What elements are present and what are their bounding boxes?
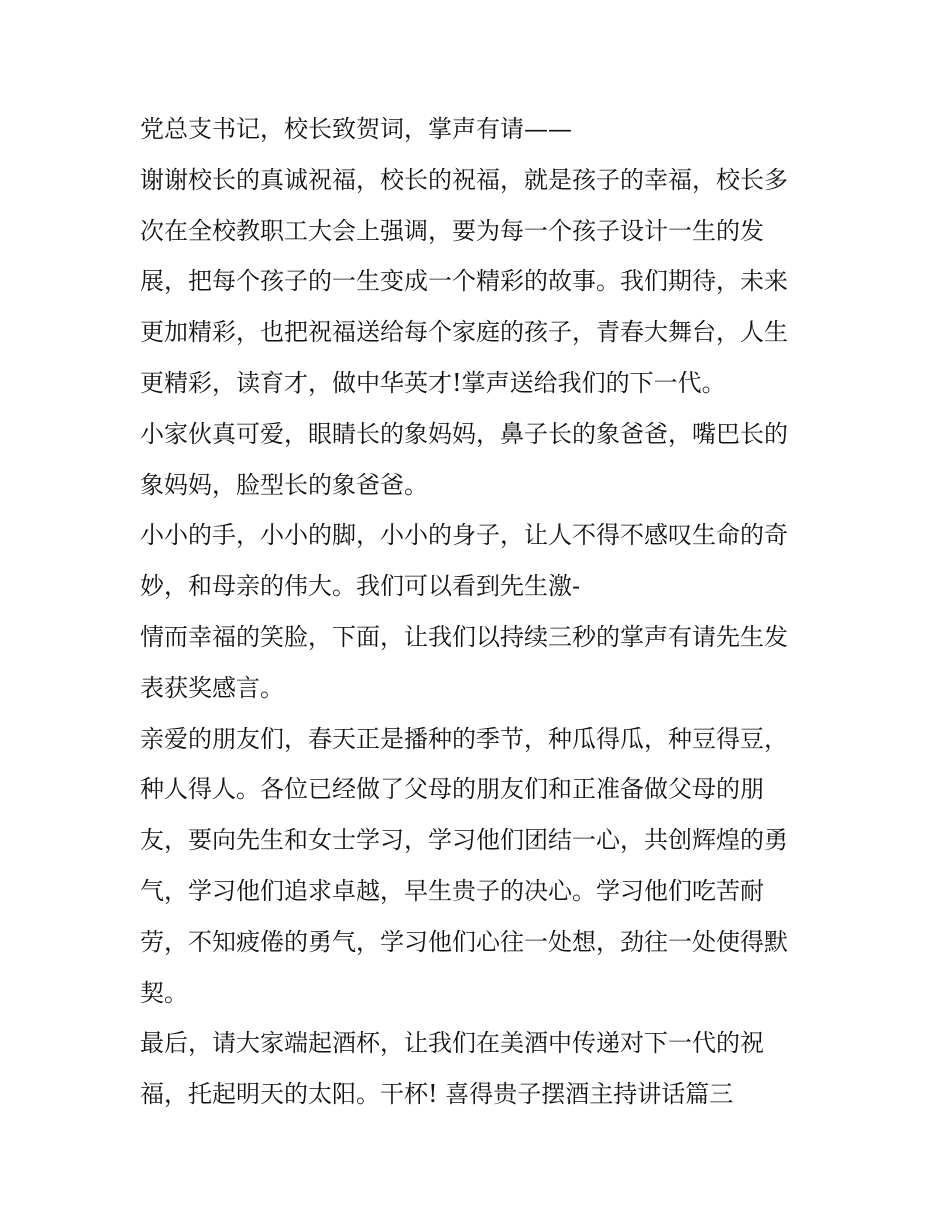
text-line: 亲爱的朋友们，春天正是播种的季节，种瓜得瓜，种豆得豆， xyxy=(140,724,788,753)
text-line: 表获奖感言。 xyxy=(140,673,284,702)
text-line: 友，要向先生和女士学习，学习他们团结一心，共创辉煌的勇 xyxy=(140,826,788,855)
text-line: 妙，和母亲的伟大。我们可以看到先生激- xyxy=(140,572,581,601)
text-line: 更精彩，读育才，做中华英才!掌声送给我们的下一代。 xyxy=(140,368,726,397)
text-line: 种人得人。各位已经做了父母的朋友们和正准备做父母的朋 xyxy=(140,775,764,804)
text-line: 谢谢校长的真诚祝福，校长的祝福，就是孩子的幸福，校长多 xyxy=(140,165,788,194)
text-line: 小家伙真可爱，眼睛长的象妈妈，鼻子长的象爸爸，嘴巴长的 xyxy=(140,419,788,448)
text-line: 更加精彩，也把祝福送给每个家庭的孩子，青春大舞台，人生 xyxy=(140,318,788,347)
text-line: 展，把每个孩子的一生变成一个精彩的故事。我们期待，未来 xyxy=(140,267,788,296)
document-body xyxy=(140,104,820,1120)
text-line: 象妈妈，脸型长的象爸爸。 xyxy=(140,470,428,499)
text-line: 最后，请大家端起酒杯，让我们在美酒中传递对下一代的祝 xyxy=(140,1029,764,1058)
text-line: 小小的手，小小的脚，小小的身子，让人不得不感叹生命的奇 xyxy=(140,521,788,550)
text-line: 福，托起明天的太阳。干杯! 喜得贵子摆酒主持讲话篇三 xyxy=(140,1080,734,1109)
text-line: 劳，不知疲倦的勇气，学习他们心往一处想，劲往一处使得默 xyxy=(140,927,788,956)
text-line: 党总支书记，校长致贺词，掌声有请—— xyxy=(140,115,572,143)
text-line: 契。 xyxy=(140,978,188,1007)
text-line: 情而幸福的笑脸，下面，让我们以持续三秒的掌声有请先生发 xyxy=(140,622,788,651)
text-line: 次在全校教职工大会上强调，要为每一个孩子设计一生的发 xyxy=(140,216,764,245)
text-line: 气，学习他们追求卓越，早生贵子的决心。学习他们吃苦耐 xyxy=(140,876,764,905)
